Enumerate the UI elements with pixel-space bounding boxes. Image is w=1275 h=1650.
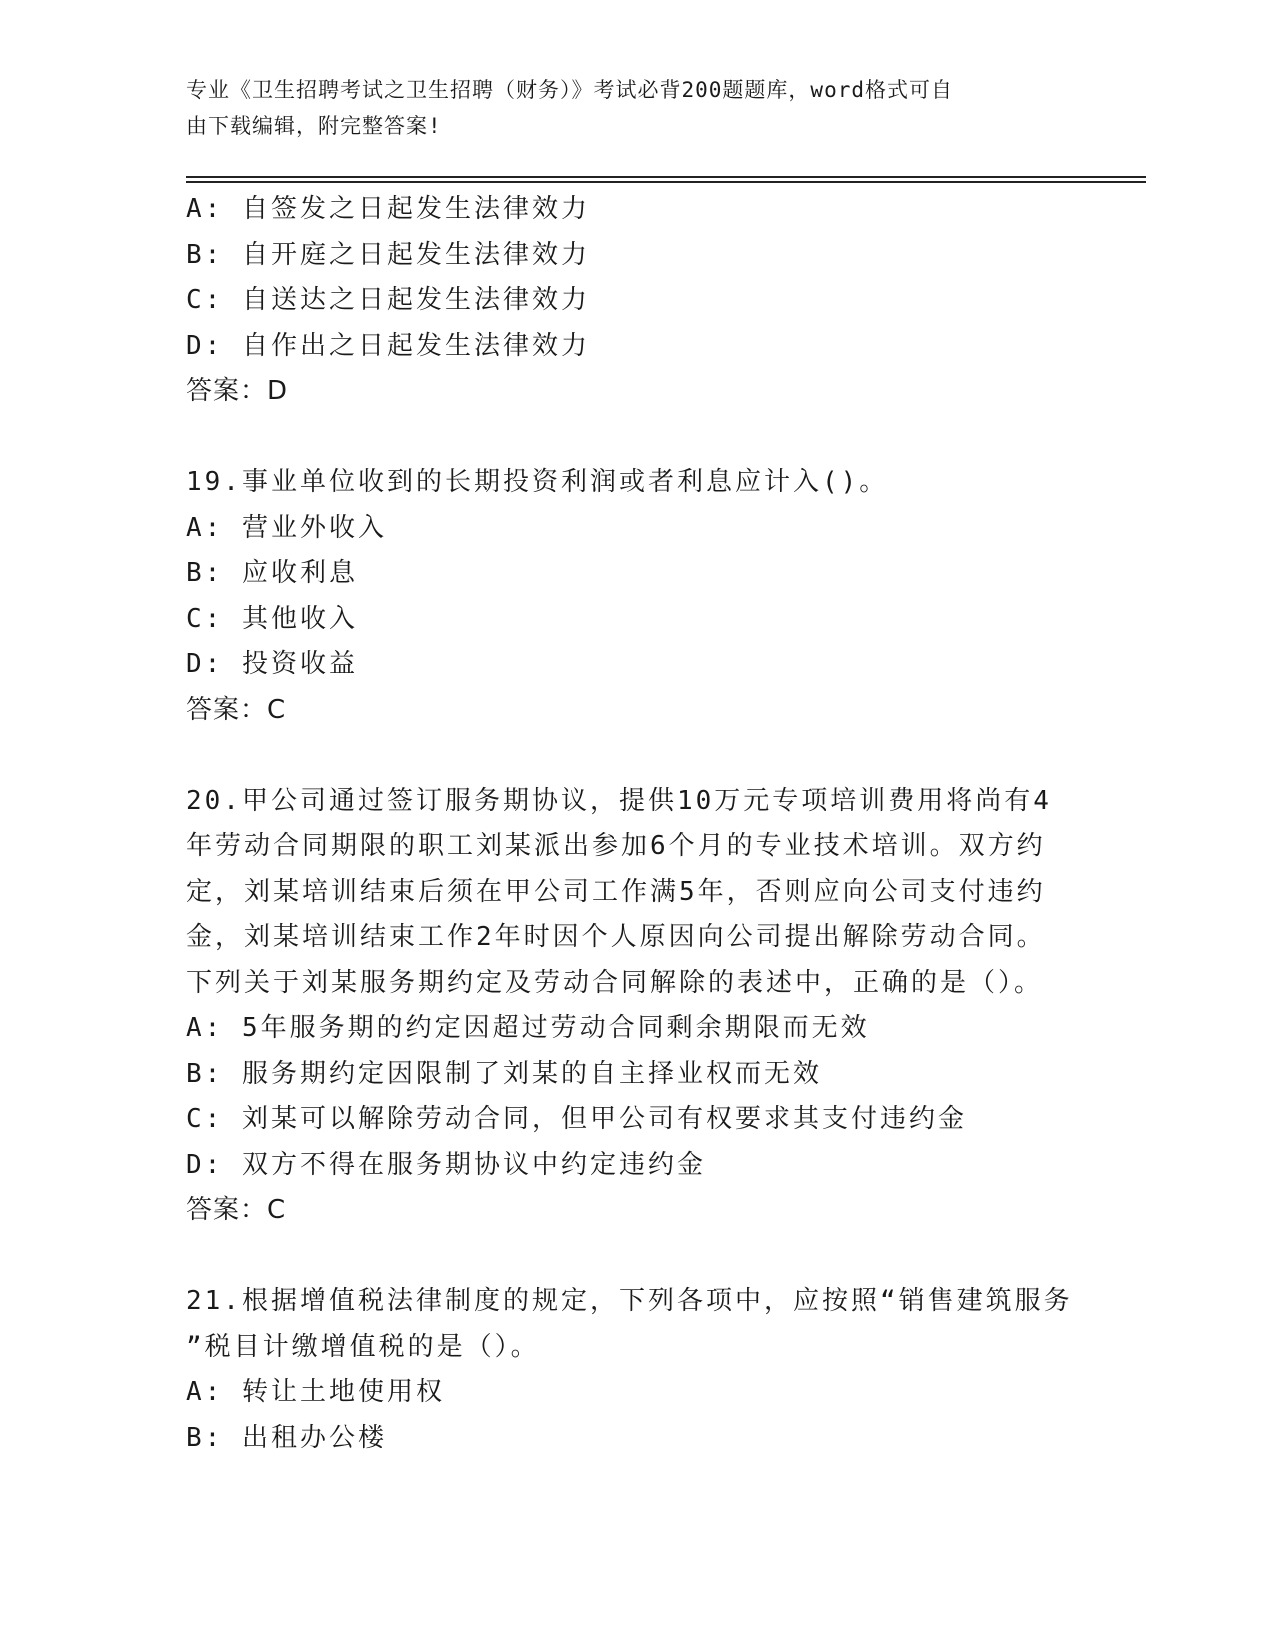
question-18 [186, 187, 1066, 415]
option-d: D: 投资收益 [186, 649, 358, 679]
question-text-line: 下列关于刘某服务期约定及劳动合同解除的表述中，正确的是（）。 [186, 967, 1044, 998]
question-text-line: ”税目计缴增值税的是（）。 [186, 1331, 540, 1362]
answer: 答案：C [186, 694, 287, 725]
option-c: C: 刘某可以解除劳动合同，但甲公司有权要求其支付违约金 [186, 1104, 967, 1134]
question-text [186, 1279, 1073, 1370]
document-body [186, 187, 1073, 1461]
option-c: C: 其他收入 [186, 603, 358, 634]
question-20 [186, 779, 1066, 1234]
option-b: B: 出租办公楼 [186, 1422, 387, 1453]
option-c: C: 自送达之日起发生法律效力 [186, 285, 590, 315]
question-text-line: 年劳动合同期限的职工刘某派出参加6个月的专业技术培训。双方约 [186, 831, 1046, 861]
header-line: 由下载编辑，附完整答案! [186, 114, 442, 138]
question-gap [186, 733, 1066, 779]
question-gap [186, 415, 1066, 461]
document-header [186, 72, 1066, 144]
question-text-line: 20.甲公司通过签订服务期协议，提供10万元专项培训费用将尚有4 [186, 785, 1052, 816]
question-text-line: 定，刘某培训结束后须在甲公司工作满5年，否则应向公司支付违约 [186, 876, 1046, 907]
question-text-line: 21.根据增值税法律制度的规定，下列各项中，应按照“销售建筑服务 [186, 1286, 1073, 1316]
answer: 答案：C [186, 1195, 287, 1225]
question-gap [186, 1234, 1066, 1280]
option-d: D: 自作出之日起发生法律效力 [186, 330, 590, 361]
question-text-line: 金，刘某培训结束工作2年时因个人原因向公司提出解除劳动合同。 [186, 922, 1046, 952]
question-text [186, 460, 1066, 506]
option-a: A: 转让土地使用权 [186, 1377, 445, 1407]
option-b: B: 服务期约定因限制了刘某的自主择业权而无效 [186, 1058, 822, 1089]
option-a: A: 5年服务期的约定因超过劳动合同剩余期限而无效 [186, 1013, 870, 1043]
answer: 答案：D [186, 376, 289, 406]
option-d: D: 双方不得在服务期协议中约定违约金 [186, 1149, 706, 1180]
question-text [186, 779, 1066, 1007]
header-rule-bottom [186, 181, 1146, 183]
header-rule-top [186, 176, 1146, 178]
question-text-line: 19.事业单位收到的长期投资利润或者利息应计入()。 [186, 467, 889, 497]
question-21 [186, 1279, 1073, 1461]
option-b: B: 应收利息 [186, 558, 358, 588]
option-a: A: 自签发之日起发生法律效力 [186, 194, 590, 224]
option-a: A: 营业外收入 [186, 512, 387, 543]
option-b: B: 自开庭之日起发生法律效力 [186, 239, 590, 270]
question-19 [186, 460, 1066, 733]
header-line: 专业《卫生招聘考试之卫生招聘（财务）》考试必背200题题库，word格式可自 [186, 78, 953, 102]
